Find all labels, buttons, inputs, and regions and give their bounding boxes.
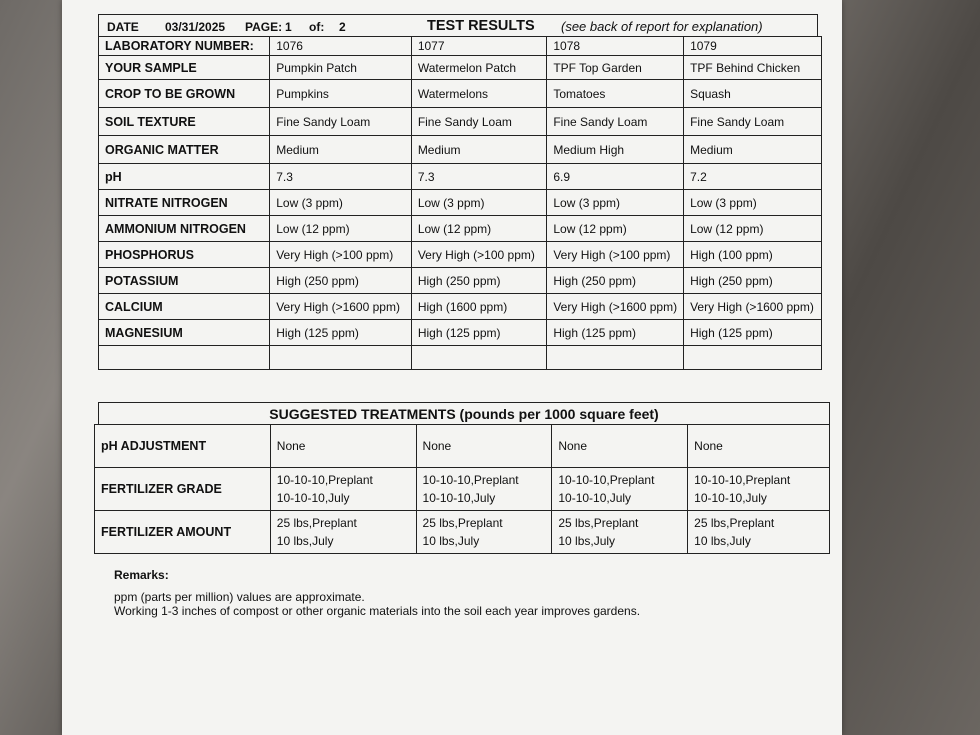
result-row <box>99 216 822 242</box>
treatment-row <box>95 468 830 511</box>
treatment-value: 25 lbs,Preplant <box>694 516 775 530</box>
treatment-label: FERTILIZER GRADE <box>95 468 271 511</box>
result-cell: Medium High <box>547 136 684 164</box>
treatment-row <box>95 511 830 554</box>
treatment-cell <box>270 468 416 511</box>
result-cell: Watermelons <box>411 80 547 108</box>
result-cell: Low (12 ppm) <box>684 216 822 242</box>
row-label: CALCIUM <box>99 294 270 320</box>
result-cell: Pumpkins <box>270 80 412 108</box>
result-cell: High (125 ppm) <box>411 320 547 346</box>
total-pages: 2 <box>339 20 346 34</box>
result-cell: Low (12 ppm) <box>547 216 684 242</box>
treatment-cell <box>552 425 688 468</box>
treatment-value: None <box>558 439 588 453</box>
result-cell: High (125 ppm) <box>684 320 822 346</box>
row-label: NITRATE NITROGEN <box>99 190 270 216</box>
report-header <box>98 14 818 37</box>
result-cell: 1076 <box>270 37 412 56</box>
remarks-heading: Remarks: <box>114 568 169 582</box>
treatment-value: None <box>422 439 452 453</box>
row-label: SOIL TEXTURE <box>99 108 270 136</box>
page-number: 1 <box>285 20 292 34</box>
result-cell: 7.3 <box>270 164 412 190</box>
result-row <box>99 190 822 216</box>
result-cell: High (250 ppm) <box>684 268 822 294</box>
empty-cell <box>99 346 270 370</box>
treatment-value: 10-10-10,Preplant <box>276 473 373 487</box>
result-cell: 1079 <box>684 37 822 56</box>
sample-row <box>99 56 822 80</box>
result-row <box>99 108 822 136</box>
treatment-cell <box>416 425 552 468</box>
result-cell: Low (3 ppm) <box>270 190 412 216</box>
result-row <box>99 268 822 294</box>
row-label: ORGANIC MATTER <box>99 136 270 164</box>
treatment-cell <box>688 425 830 468</box>
result-row <box>99 80 822 108</box>
result-cell: Tomatoes <box>547 80 684 108</box>
report-note: (see back of report for explanation) <box>561 19 763 34</box>
row-label: YOUR SAMPLE <box>99 56 270 80</box>
treatment-value: 10-10-10,July <box>276 491 350 505</box>
remark-line: Working 1-3 inches of compost or other organic materials into the soil each year improves gardens. <box>114 604 641 618</box>
report-title: TEST RESULTS <box>427 18 535 34</box>
page-label: PAGE: <box>245 20 283 34</box>
empty-cell <box>411 346 547 370</box>
result-cell: 1077 <box>411 37 547 56</box>
result-cell: Very High (>1600 ppm) <box>684 294 822 320</box>
result-row <box>99 294 822 320</box>
result-cell: High (250 ppm) <box>411 268 547 294</box>
treatment-cell <box>416 511 552 554</box>
treatment-cell <box>416 468 552 511</box>
result-cell: Low (12 ppm) <box>270 216 412 242</box>
result-cell: High (100 ppm) <box>684 242 822 268</box>
treatment-value: 10-10-10,July <box>694 491 767 505</box>
row-label: AMMONIUM NITROGEN <box>99 216 270 242</box>
empty-cell <box>270 346 412 370</box>
result-cell: Squash <box>684 80 822 108</box>
result-cell: Very High (>1600 ppm) <box>547 294 684 320</box>
treatment-value: 10-10-10,July <box>422 491 496 505</box>
report-page <box>62 0 842 735</box>
result-cell: TPF Top Garden <box>547 56 684 80</box>
empty-row <box>99 346 822 370</box>
date-label: DATE <box>107 20 139 34</box>
result-cell: 7.2 <box>684 164 822 190</box>
result-cell: Low (3 ppm) <box>411 190 547 216</box>
result-cell: 1078 <box>547 37 684 56</box>
result-cell: High (250 ppm) <box>547 268 684 294</box>
test-results-table <box>98 36 822 370</box>
result-cell: 6.9 <box>547 164 684 190</box>
result-row <box>99 320 822 346</box>
treatments-title: SUGGESTED TREATMENTS (pounds per 1000 square feet) <box>98 402 830 425</box>
result-cell: High (125 ppm) <box>547 320 684 346</box>
empty-cell <box>684 346 822 370</box>
treatment-value: None <box>276 439 306 453</box>
treatment-cell <box>270 511 416 554</box>
treatment-cell <box>270 425 416 468</box>
result-cell: High (1600 ppm) <box>411 294 547 320</box>
result-cell: Very High (>1600 ppm) <box>270 294 412 320</box>
result-row <box>99 242 822 268</box>
row-label: pH <box>99 164 270 190</box>
result-cell: TPF Behind Chicken <box>684 56 822 80</box>
result-cell: Fine Sandy Loam <box>547 108 684 136</box>
result-cell: Low (3 ppm) <box>684 190 822 216</box>
treatment-label: FERTILIZER AMOUNT <box>95 511 271 554</box>
row-label: POTASSIUM <box>99 268 270 294</box>
result-cell: Low (3 ppm) <box>547 190 684 216</box>
row-label: PHOSPHORUS <box>99 242 270 268</box>
treatment-value: 10-10-10,July <box>558 491 632 505</box>
treatment-value: 10 lbs,July <box>276 534 334 548</box>
result-cell: Medium <box>411 136 547 164</box>
result-cell: Watermelon Patch <box>411 56 547 80</box>
treatment-cell <box>552 511 688 554</box>
empty-cell <box>547 346 684 370</box>
result-cell: High (125 ppm) <box>270 320 412 346</box>
treatment-cell <box>552 468 688 511</box>
treatments-table <box>94 424 830 554</box>
treatment-value: 10 lbs,July <box>422 534 480 548</box>
result-cell: Medium <box>684 136 822 164</box>
treatment-value: None <box>694 439 723 453</box>
treatment-value: 10 lbs,July <box>558 534 616 548</box>
result-cell: Very High (>100 ppm) <box>411 242 547 268</box>
result-cell: Fine Sandy Loam <box>684 108 822 136</box>
result-cell: Medium <box>270 136 412 164</box>
treatment-value: 10-10-10,Preplant <box>422 473 519 487</box>
report-date: 03/31/2025 <box>165 20 226 34</box>
remarks-section <box>114 568 640 618</box>
result-row <box>99 136 822 164</box>
treatment-value: 10 lbs,July <box>694 534 751 548</box>
row-label: MAGNESIUM <box>99 320 270 346</box>
result-cell: 7.3 <box>411 164 547 190</box>
treatment-value: 10-10-10,Preplant <box>694 473 791 487</box>
result-cell: Very High (>100 ppm) <box>270 242 412 268</box>
lab-number-row <box>99 37 822 56</box>
result-cell: Pumpkin Patch <box>270 56 412 80</box>
result-cell: Low (12 ppm) <box>411 216 547 242</box>
result-cell: Fine Sandy Loam <box>270 108 412 136</box>
treatment-value: 25 lbs,Preplant <box>276 516 357 530</box>
treatment-value: 10-10-10,Preplant <box>558 473 655 487</box>
treatment-cell <box>688 511 830 554</box>
treatment-value: 25 lbs,Preplant <box>422 516 503 530</box>
treatment-cell <box>688 468 830 511</box>
row-label: LABORATORY NUMBER: <box>99 37 270 56</box>
row-label: CROP TO BE GROWN <box>99 80 270 108</box>
remark-line: ppm (parts per million) values are approximate. <box>114 590 365 604</box>
result-cell: Fine Sandy Loam <box>411 108 547 136</box>
result-cell: High (250 ppm) <box>270 268 412 294</box>
of-label: of: <box>309 20 325 34</box>
result-cell: Very High (>100 ppm) <box>547 242 684 268</box>
treatment-row <box>95 425 830 468</box>
result-row <box>99 164 822 190</box>
treatment-label: pH ADJUSTMENT <box>95 425 271 468</box>
treatment-value: 25 lbs,Preplant <box>558 516 639 530</box>
